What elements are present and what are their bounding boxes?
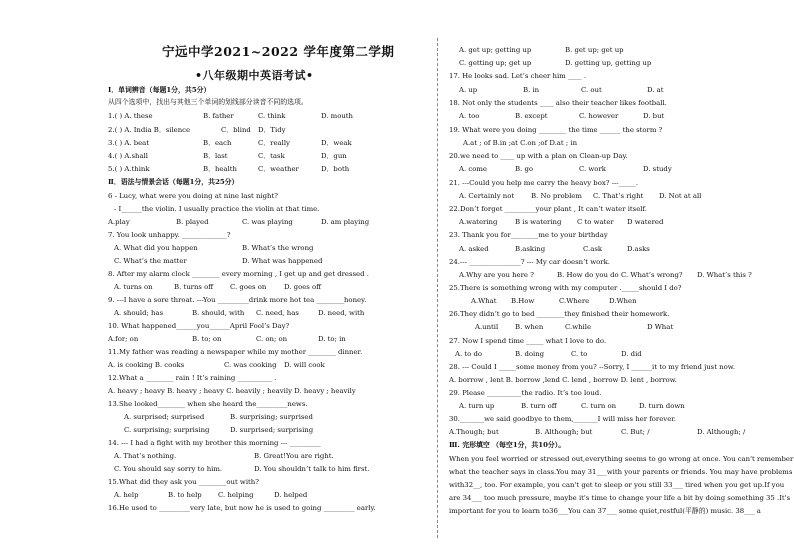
answer-option: A. should; has [114,309,164,317]
answer-option: B. except [515,112,548,120]
answer-option: D．weak [321,139,352,147]
answer-option: C. work [579,165,606,173]
question-24: 24.--- _______________? --- My car doesn’t work. [449,258,610,266]
answer-option: A. is cooking B. cooks [108,361,185,369]
answer-option: D.asks [627,245,650,253]
answer-option: B. turns off [174,283,214,291]
answer-option: C to water [577,218,614,226]
answer-option: B. Although; but [535,428,593,436]
question-7: 7. You look unhappy. _____________? [108,231,231,239]
answer-option: C. You should say sorry to him. [114,465,223,473]
question-27: 27. Now I spend time _____ what I love to do. [449,337,607,345]
answer-option: A.until [475,323,499,331]
answer-option: A.play [108,218,130,226]
question-10: 10. What happened______you______April Fool’s Day? [108,322,290,330]
answer-option: C. goes on [230,283,267,291]
answer-option: A. Certainly not [459,192,515,200]
answer-option: C．task [258,152,285,160]
answer-option: C. to [571,350,588,358]
answer-option: C.Where [559,297,590,305]
question-19-options: A.at ; of B.in ;at C.on ;of D.at ; in [463,139,578,147]
answer-option: B. when [515,323,544,331]
answer-option: B. in [523,86,540,94]
answer-option: C. turn on [581,402,617,410]
answer-option: C. What’s the matter [114,257,187,265]
question-28-options: A. borrow , lent B. borrow ,lend C. lend , borrow D. lent , borrow. [449,376,677,384]
answer-option: A. too [459,112,480,120]
page-subtitle: •八年级期中英语考试• [195,69,314,82]
question-9: 9. ---I have a sore throat. ---You _________drink more hot tea ________honey. [108,296,367,304]
answer-option: A. turn up [459,402,495,410]
section-1-instructions: 从四个选项中，找出与其他三个单词的划线部分读音不同的选项。 [108,98,308,106]
answer-option: D. am playing [321,218,370,226]
answer-option: D．Tidy [258,126,286,134]
question-16: 16.He used to _________very late, but now he is used to going _________ early. [108,504,376,512]
answer-option: 4.( ) A.shall [108,152,148,160]
answer-option: B. doing [515,350,545,358]
answer-option: D. will cook [284,361,325,369]
answer-option: C. on; on [256,335,288,343]
answer-option: C.ask [583,245,603,253]
answer-option: B. turn off [521,402,557,410]
passage-line-4: are 34___ too much pressure, maybe it's time to change your life a bit by doing something 35 .It's [449,494,791,502]
answer-option: B. father [203,112,234,120]
passage-line-5: important for you to learn to36___You can 37___ some quiet,restful(平静的) music. 38___ a [449,507,761,515]
answer-option: C. What’s wrong? [621,271,683,279]
answer-option: 5.( ) A.think [108,165,150,173]
section-3-heading: Ⅲ. 完形填空 （每空1分，共10分）。 [449,441,566,449]
answer-option: D. surprised; surprising [230,426,314,434]
passage-line-3: with32__, too. For example, you can't get to sleep or you still 33___ tired when you get up.If you [449,481,785,489]
answer-option: D. What’s this ? [697,271,752,279]
answer-option: C．really [258,139,290,147]
passage-line-1: When you feel worried or stressed out,everything seems to go wrong at once. You can't remember [449,455,794,463]
answer-option: A. come [459,165,487,173]
answer-option: C. was cooking [224,361,277,369]
answer-option: A. asked [459,245,489,253]
section-1-heading: Ⅰ．单词辨音（每题1分，共5分） [108,86,211,94]
question-30: 30._______we said goodbye to them,_______I will miss her forever. [449,415,676,423]
question-12-options: A. heavy ; heavy B. heavy ; heavy C. heavily ; heavily D. heavy ; heavily [108,387,356,395]
answer-option: B．each [203,139,232,147]
answer-option: D. mouth [321,112,353,120]
answer-option: D. study [643,165,672,173]
answer-option: D. at [647,86,664,94]
answer-option: B. How do you do [557,271,619,279]
answer-option: D．both [321,165,350,173]
answer-option: A. get up; getting up [459,46,532,54]
answer-option: 3.( ) A. beat [108,139,150,147]
answer-option: B. to; on [192,335,222,343]
answer-option: A. to do [455,350,483,358]
question-21: 21. ---Could you help me carry the heavy box? ---_____. [449,179,639,187]
question-17: 17. He looks sad. Let’s cheer him ____ . [449,72,587,80]
question-11: 11.My father was reading a newspaper while my mother ________ dinner. [108,348,363,356]
answer-option: B. Great!You are right. [254,452,334,460]
answer-option: B.asking [515,245,546,253]
answer-option: D. turn down [639,402,685,410]
answer-option: C. need, has [256,309,299,317]
question-25: 25.There is something wrong with my computer ._____should I do? [449,284,682,292]
answer-option: C. surprising; surprising [124,426,210,434]
question-20: 20.we need to ____ up with a plan on Clean-up Day. [449,152,628,160]
question-15: 15.What did they ask you ________out with? [108,478,259,486]
answer-option: C. But; / [621,428,650,436]
answer-option: A.Though; but [449,428,499,436]
answer-option: B. should, with [192,309,245,317]
question-19: 19. What were you doing ________ the time ______ the storm ? [449,126,663,134]
answer-option: A.for; on [108,335,139,343]
answer-option: D. helped [274,491,308,499]
answer-option: 1.( ) A. these [108,112,153,120]
answer-option: B．last [203,152,228,160]
answer-option: A.watering [459,218,498,226]
answer-option: D. but [643,112,665,120]
answer-option: C. was playing [242,218,293,226]
answer-option: B. surprising; surprised [230,413,313,421]
answer-option: B. played [176,218,209,226]
answer-option: D What [647,323,674,331]
answer-option: A. surprised; surprised [124,413,205,421]
section-2-heading: Ⅱ．语法与情景会话（每题1分，共25分） [108,178,239,186]
answer-option: C. helping [218,491,254,499]
answer-option: A. help [114,491,139,499]
answer-option: D．gun [321,152,347,160]
answer-option: D. did [621,350,642,358]
question-8: 8. After my alarm clock ________ every morning , I get up and get dressed . [108,270,369,278]
question-6-line2: - I______the violin. I usually practice the violin at that time. [114,205,320,213]
answer-option: D. You shouldn’t talk to him first. [254,465,370,473]
question-14: 14. --- I had a fight with my brother this morning --- _________ [108,439,321,447]
answer-option: B．health [203,165,237,173]
answer-option: 2.( ) A. India B．silence [108,126,191,134]
question-6: 6 - Lucy, what were you doing at nine last night? [108,192,278,200]
answer-option: A.What [471,297,497,305]
question-12: 12.What a ________ rain ! It’s raining __________ . [108,374,277,382]
answer-option: B. get up; get up [565,46,624,54]
answer-option: A. What did you happen [114,244,198,252]
answer-option: C．blind [221,126,251,134]
page-title: 宁远中学2021~2022 学年度第二学期 [162,44,395,59]
answer-option: C. getting up; get up [459,59,532,67]
question-29: 29. Please __________the radio. It’s too loud. [449,389,602,397]
answer-option: C. however [579,112,619,120]
answer-option: A. up [459,86,478,94]
question-28: 28. --- Could I _____some money from you? --Sorry, I ______it to my friend just now. [449,363,736,371]
column-divider [437,38,438,538]
answer-option: C. That’s right [593,192,644,200]
answer-option: D. What was happened [242,257,323,265]
answer-option: A. turns on [114,283,153,291]
answer-option: C. think [258,112,286,120]
answer-option: B. What’s the wrong [242,244,314,252]
answer-option: D.When [609,297,637,305]
question-26: 26.They didn’t go to bed ________they finished their homework. [449,310,670,318]
answer-option: B. to help [168,491,202,499]
question-22: 22.Don’t forget _________your plant , It can’t water itself. [449,205,647,213]
question-18: 18. Not only the students ____ also their teacher likes football. [449,99,667,107]
answer-option: D. getting up, getting up [565,59,652,67]
question-13: 13.She looked________ when she heard the_________news. [108,400,308,408]
answer-option: B. No problem [531,192,582,200]
answer-option: D. Although; / [697,428,746,436]
answer-option: C. out [581,86,602,94]
answer-option: B is watering [515,218,562,226]
question-23: 23. Thank you for________me to your birthday [449,231,608,239]
passage-line-2: what the teacher says in class.You may 31___with your parents or friends. You may have problems [449,468,793,476]
answer-option: B. go [515,165,534,173]
answer-option: C．weather [258,165,299,173]
answer-option: A. That’s nothing. [114,452,177,460]
answer-option: D watered [627,218,664,226]
answer-option: D. need, with [318,309,365,317]
answer-option: D. goes off [284,283,322,291]
answer-option: D. to; in [318,335,346,343]
answer-option: D. Not at all [659,192,702,200]
answer-option: B.How [511,297,535,305]
answer-option: C.while [565,323,592,331]
answer-option: A.Why are you here ? [459,271,534,279]
